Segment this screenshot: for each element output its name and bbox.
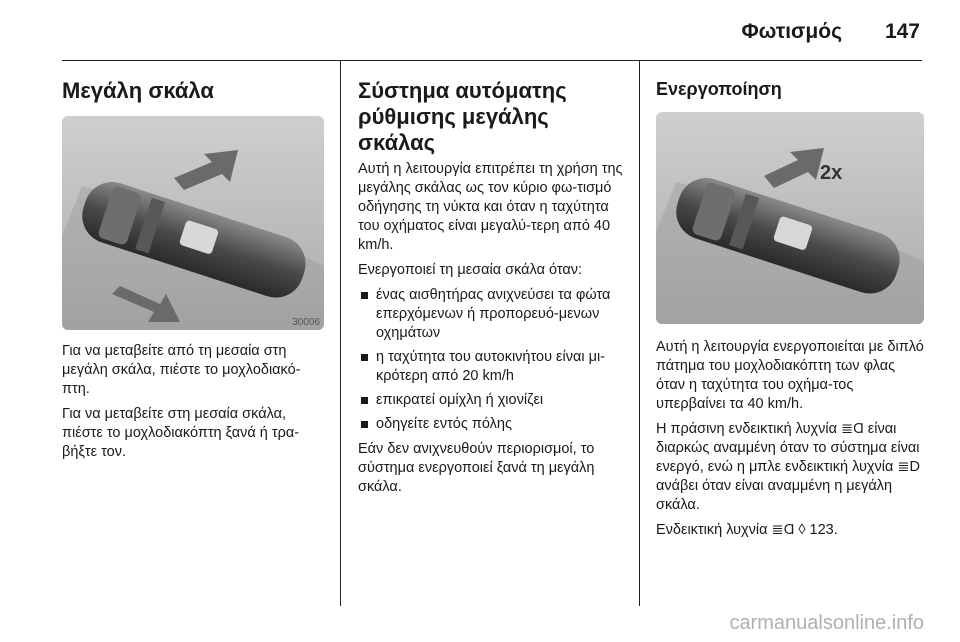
header-divider [62,60,922,61]
list-item: επικρατεί ομίχλη ή χιονίζει [358,391,624,410]
watermark: carmanualsonline.info [729,612,924,634]
paragraph: Αυτή η λειτουργία επιτρέπει τη χρήση της μεγάλης σκάλας ως τον κύριο φω-τισμό οδήγησης τη νύκτα και όταν η ταχύτητα του οχήματος είναι μεγαλύ-τερη από 40 km/h. [358,161,623,253]
activation-heading: Ενεργοποίηση [656,79,782,99]
lever-push-figure [62,116,324,330]
conditions-list [358,286,624,434]
column-divider-right [639,60,640,606]
high-beam-text [62,342,324,462]
paragraph: Εάν δεν ανιχνευθούν περιορισμοί, το σύστημα ενεργοποιεί ξανά τη μεγάλη σκάλα. [358,441,595,495]
paragraph: Για να μεταβείτε από τη μεσαία στη μεγάλη σκάλα, πιέστε το μοχλοδιακό-πτη. [62,343,301,397]
high-beam-heading: Μεγάλη σκάλα [62,78,214,103]
page-header [0,0,960,60]
column-activation [656,62,924,546]
list-item: ένας αισθητήρας ανιχνεύσει τα φώτα επερχόμενων ή προπορευό-μενων οχημάτων [358,286,624,343]
lever-double-push-figure [656,112,924,324]
section-title: Φωτισμός [741,20,842,43]
column-auto-high-beam [358,62,624,503]
lever-double-push-illustration [656,112,924,324]
auto-high-beam-heading: Σύστημα αυτόματης ρύθμισης μεγάλης σκάλας [358,78,567,155]
paragraph: Αυτή η λειτουργία ενεργοποιείται με διπλό πάτημα του μοχλοδιακόπτη των φλας όταν η ταχύτητα του οχήμα-τος υπερβαίνει τα 40 km/h. [656,339,924,412]
page-number: 147 [884,20,920,43]
paragraph: Ενδεικτική λυχνία ≣Ɑ ◊ 123. [656,522,838,538]
paragraph: Η πράσινη ενδεικτική λυχνία ≣Ɑ είναι διαρκώς αναμμένη όταν το σύστημα είναι ενεργό, ενώ η μπλε ενδεικτική λυχνία ≣D ανάβει όταν είναι αναμμένη η μεγάλη σκάλα. [656,421,921,513]
paragraph: Για να μεταβείτε στη μεσαία σκάλα, πιέστε το μοχλοδιακόπτη ξανά ή τρα-βήξτε τον. [62,406,300,460]
column-divider-left [340,60,341,606]
paragraph: Ενεργοποιεί τη μεσαία σκάλα όταν: [358,262,583,278]
column-high-beam [62,62,324,468]
activation-text [656,338,924,540]
lever-push-illustration [62,116,324,330]
double-press-badge: 2x [820,162,843,184]
list-item: οδηγείτε εντός πόλης [358,415,624,434]
figure-code: 30006 [292,317,320,328]
list-item: η ταχύτητα του αυτοκινήτου είναι μι-κρότερη από 20 km/h [358,348,624,386]
